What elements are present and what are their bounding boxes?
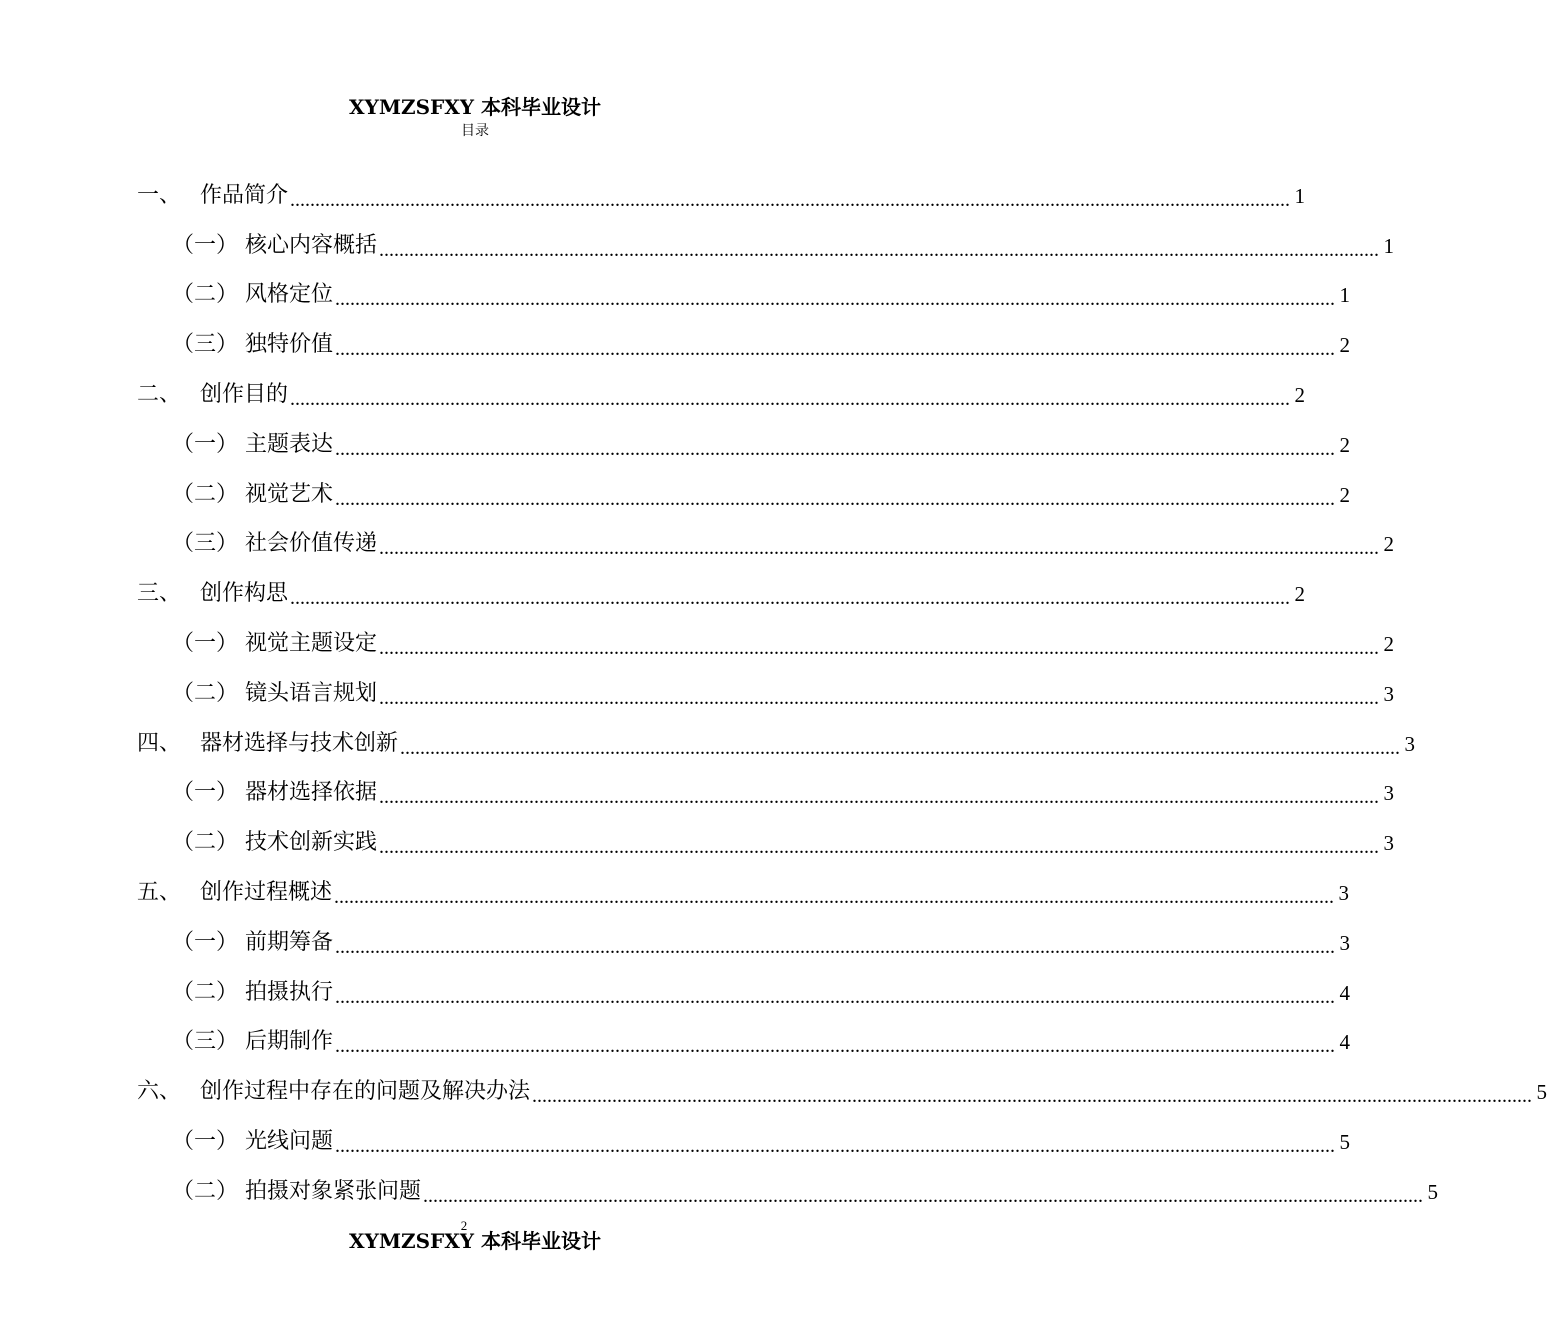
toc-entry-title: 前期筹备 [245, 929, 334, 955]
toc-dot-leader: ........................................................................................................................................................................................................ [335, 1135, 1336, 1158]
toc-subsection-entry[interactable] [0, 470, 1351, 520]
toc-entry-number: （二） [172, 1178, 239, 1204]
toc-subsection-entry[interactable] [0, 1018, 1351, 1068]
toc-subsection-entry[interactable] [0, 918, 1351, 968]
toc-page-number: 2 [1339, 482, 1351, 507]
toc-entry-number: （二） [172, 481, 239, 507]
toc-entry-title: 器材选择依据 [245, 780, 378, 806]
toc-subsection-entry[interactable] [0, 520, 1395, 570]
toc-dot-leader: ........................................................................................................................................................................................................ [290, 388, 1291, 411]
toc-entry-number: 五、 [137, 880, 182, 906]
toc-page-number: 2 [1383, 632, 1395, 657]
toc-page-number: 2 [1294, 582, 1306, 607]
toc-subsection-entry[interactable] [0, 1167, 1439, 1217]
toc-page-number: 3 [1383, 781, 1395, 806]
toc-entry-number: （一） [172, 232, 239, 258]
toc-page-number: 2 [1294, 383, 1306, 408]
toc-section-entry[interactable] [0, 569, 1306, 619]
toc-page-number: 2 [1339, 333, 1351, 358]
toc-entry-title: 风格定位 [245, 282, 334, 308]
toc-entry-title: 光线问题 [245, 1129, 334, 1155]
toc-dot-leader: ........................................................................................................................................................................................................ [379, 686, 1380, 709]
toc-dot-leader: ........................................................................................................................................................................................................ [335, 1035, 1336, 1058]
toc-entry-number: （一） [172, 431, 239, 457]
toc-entry-number: 三、 [137, 581, 182, 607]
toc-entry-number: 六、 [137, 1079, 182, 1105]
toc-subsection-entry[interactable] [0, 818, 1395, 868]
toc-page-number: 3 [1404, 731, 1416, 756]
footer-title: XYMZSFXY 本科毕业设计 [349, 1229, 601, 1253]
toc-entry-title: 拍摄对象紧张问题 [245, 1178, 422, 1204]
toc-dot-leader: ........................................................................................................................................................................................................ [532, 1085, 1533, 1108]
toc-page-number: 1 [1339, 283, 1351, 308]
toc-entry-title: 主题表达 [245, 431, 334, 457]
toc-entry-title: 镜头语言规划 [245, 680, 378, 706]
toc-entry-title: 器材选择与技术创新 [200, 730, 399, 756]
toc-section-entry[interactable] [0, 370, 1306, 420]
toc-page-number: 2 [1383, 532, 1395, 557]
toc-subsection-entry[interactable] [0, 271, 1351, 321]
toc-entry-title: 社会价值传递 [245, 531, 378, 557]
toc-entry-number: （一） [172, 929, 239, 955]
toc-page-number: 2 [1339, 432, 1351, 457]
toc-page-number: 5 [1427, 1179, 1439, 1204]
footer-page-number: 2 [460, 1218, 468, 1233]
toc-dot-leader: ........................................................................................................................................................................................................ [335, 288, 1336, 311]
toc-entry-number: （一） [172, 780, 239, 806]
toc-dot-leader: ........................................................................................................................................................................................................ [290, 188, 1291, 211]
toc-entry-number: 二、 [137, 382, 182, 408]
toc-dot-leader: ........................................................................................................................................................................................................ [290, 587, 1291, 610]
toc-page-number: 5 [1536, 1080, 1547, 1105]
toc-dot-leader: ........................................................................................................................................................................................................ [335, 985, 1336, 1008]
toc-dot-leader: ........................................................................................................................................................................................................ [379, 537, 1380, 560]
toc-page-number: 5 [1339, 1130, 1351, 1155]
toc-subsection-entry[interactable] [0, 769, 1395, 819]
toc-dot-leader: ........................................................................................................................................................................................................ [334, 886, 1335, 909]
toc-entry-title: 创作过程概述 [200, 880, 333, 906]
toc-entry-title: 核心内容概括 [245, 232, 378, 258]
toc-section-entry[interactable] [0, 719, 1416, 769]
toc-subsection-entry[interactable] [0, 1117, 1351, 1167]
toc-dot-leader: ........................................................................................................................................................................................................ [335, 338, 1336, 361]
toc-dot-leader: ........................................................................................................................................................................................................ [379, 238, 1380, 261]
toc-dot-leader: ........................................................................................................................................................................................................ [400, 736, 1401, 759]
toc-entry-title: 拍摄执行 [245, 979, 334, 1005]
toc-page-number: 3 [1383, 681, 1395, 706]
toc-dot-leader: ........................................................................................................................................................................................................ [335, 437, 1336, 460]
toc-section-entry[interactable] [0, 171, 1306, 221]
toc-heading: 目录 [461, 123, 489, 139]
toc-page-number: 1 [1383, 233, 1395, 258]
toc-page-number: 1 [1294, 183, 1306, 208]
toc-entry-number: （二） [172, 979, 239, 1005]
toc-entry-number: （三） [172, 1029, 239, 1055]
toc-entry-number: （一） [172, 631, 239, 657]
toc-subsection-entry[interactable] [0, 619, 1395, 669]
toc-subsection-entry[interactable] [0, 968, 1351, 1018]
toc-page-number: 3 [1339, 930, 1351, 955]
toc-subsection-entry[interactable] [0, 669, 1395, 719]
toc-entry-title: 视觉主题设定 [245, 631, 378, 657]
toc-entry-number: （一） [172, 1129, 239, 1155]
toc-entry-number: （二） [172, 282, 239, 308]
toc-dot-leader: ........................................................................................................................................................................................................ [335, 935, 1336, 958]
table-of-contents [0, 171, 1547, 1217]
toc-subsection-entry[interactable] [0, 420, 1351, 470]
toc-entry-number: （三） [172, 531, 239, 557]
toc-dot-leader: ........................................................................................................................................................................................................ [423, 1184, 1424, 1207]
toc-entry-title: 创作构思 [200, 581, 289, 607]
toc-dot-leader: ........................................................................................................................................................................................................ [335, 487, 1336, 510]
toc-entry-number: 四、 [137, 730, 182, 756]
toc-entry-title: 后期制作 [245, 1029, 334, 1055]
toc-subsection-entry[interactable] [0, 320, 1351, 370]
toc-entry-title: 作品简介 [200, 182, 289, 208]
toc-entry-title: 独特价值 [245, 332, 334, 358]
toc-entry-number: （二） [172, 830, 239, 856]
toc-entry-title: 技术创新实践 [245, 830, 378, 856]
toc-dot-leader: ........................................................................................................................................................................................................ [379, 786, 1380, 809]
toc-subsection-entry[interactable] [0, 221, 1395, 271]
toc-dot-leader: ........................................................................................................................................................................................................ [379, 637, 1380, 660]
toc-entry-title: 创作过程中存在的问题及解决办法 [200, 1079, 531, 1105]
header-title: XYMZSFXY 本科毕业设计 [349, 95, 601, 119]
toc-entry-title: 创作目的 [200, 382, 289, 408]
toc-page-number: 4 [1339, 1030, 1351, 1055]
toc-page-number: 3 [1383, 831, 1395, 856]
toc-entry-number: （三） [172, 332, 239, 358]
toc-page-number: 4 [1339, 980, 1351, 1005]
toc-page-number: 3 [1338, 881, 1350, 906]
toc-entry-number: 一、 [137, 182, 182, 208]
toc-section-entry[interactable] [0, 868, 1350, 918]
toc-entry-number: （二） [172, 680, 239, 706]
toc-section-entry[interactable] [0, 1067, 1547, 1117]
toc-dot-leader: ........................................................................................................................................................................................................ [379, 836, 1380, 859]
toc-entry-title: 视觉艺术 [245, 481, 334, 507]
